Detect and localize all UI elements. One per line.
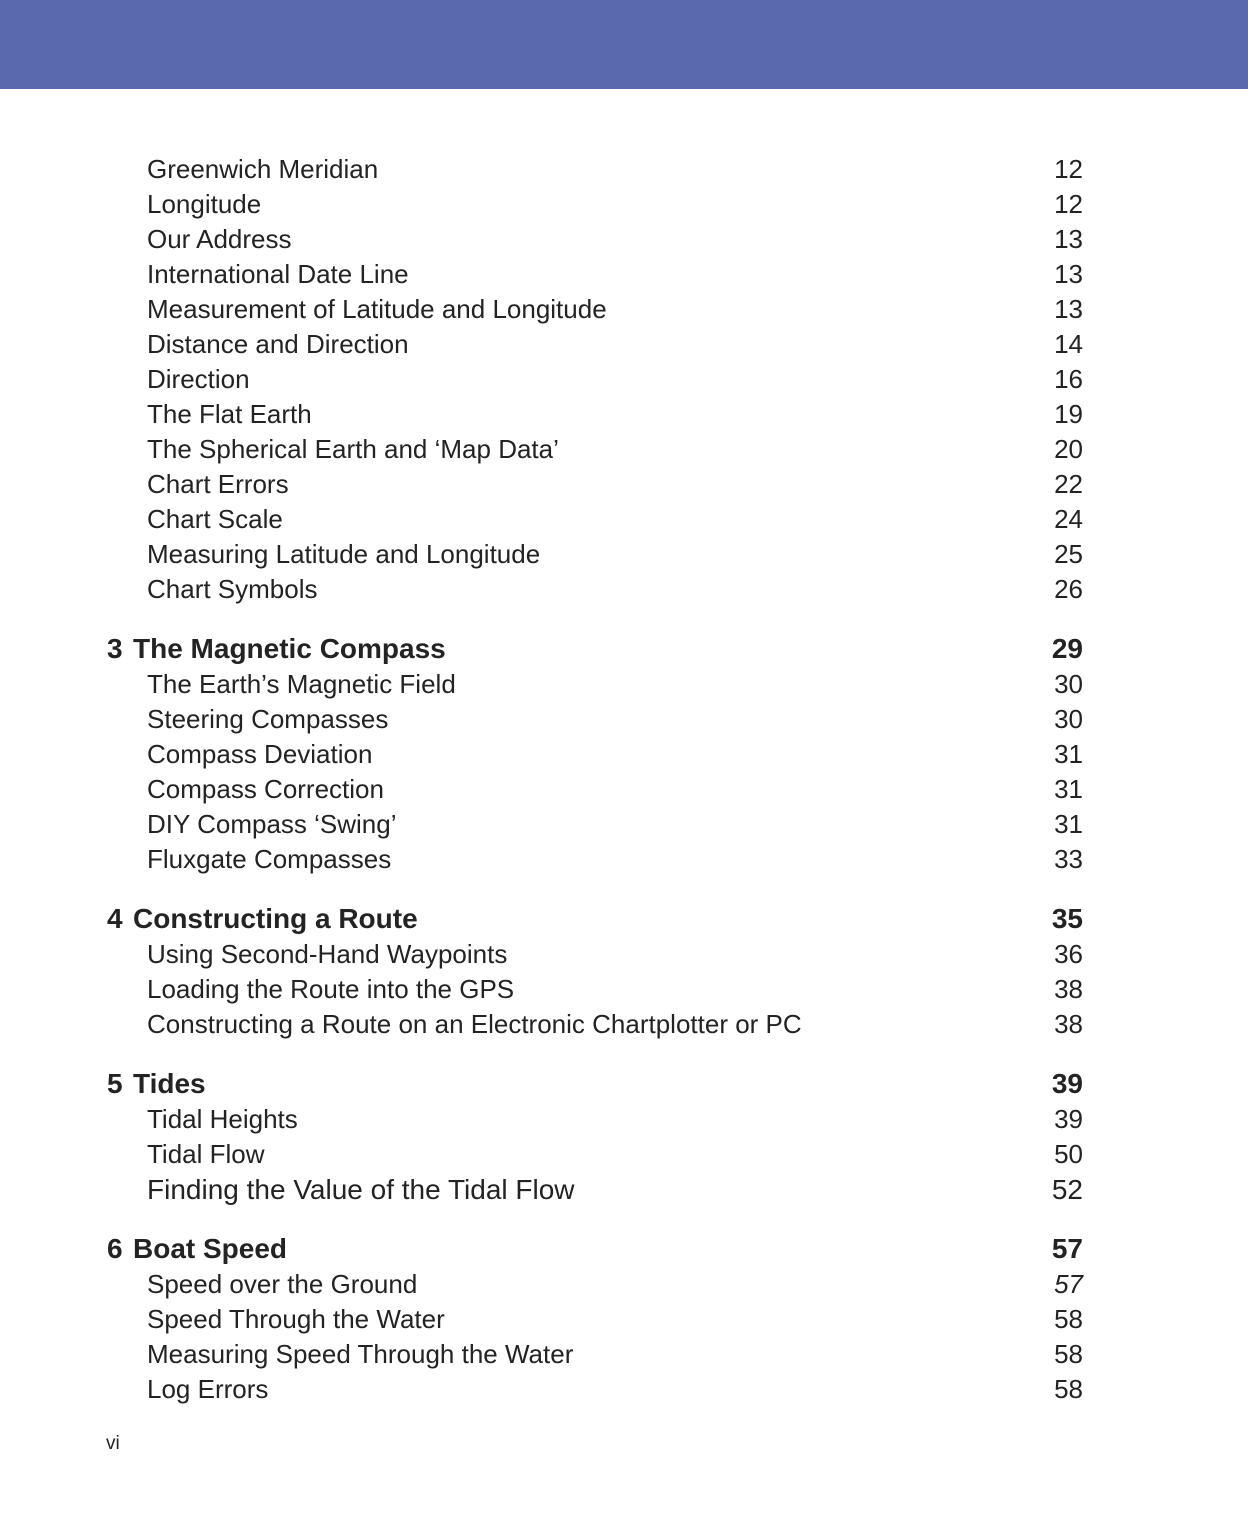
entry-label: Steering Compasses bbox=[147, 704, 389, 734]
entry-label: Our Address bbox=[147, 224, 292, 254]
entry-page-number: 36 bbox=[1054, 939, 1083, 969]
entry-page-number: 31 bbox=[1054, 809, 1083, 839]
toc-entry bbox=[107, 972, 1083, 1007]
toc-entry bbox=[107, 502, 1083, 537]
header-band bbox=[0, 0, 1248, 89]
toc-entry bbox=[107, 737, 1083, 772]
toc-entry bbox=[107, 1007, 1083, 1042]
toc-entry bbox=[107, 937, 1083, 972]
entry-page-number: 38 bbox=[1054, 974, 1083, 1004]
toc-entry bbox=[107, 432, 1083, 467]
entry-label: Speed Through the Water bbox=[147, 1304, 445, 1334]
toc-entry bbox=[107, 362, 1083, 397]
entry-page-number: 12 bbox=[1054, 154, 1083, 184]
entry-page-number: 12 bbox=[1054, 189, 1083, 219]
chapter-page-number: 39 bbox=[1051, 1068, 1083, 1099]
entry-page-number: 58 bbox=[1054, 1374, 1083, 1404]
toc-entry bbox=[107, 187, 1083, 222]
entry-label: The Earth’s Magnetic Field bbox=[147, 669, 456, 699]
chapter-title: The Magnetic Compass bbox=[133, 633, 446, 664]
entry-page-number: 31 bbox=[1054, 774, 1083, 804]
entry-page-number: 24 bbox=[1054, 504, 1083, 534]
entry-page-number: 50 bbox=[1054, 1139, 1083, 1169]
toc-entry bbox=[107, 1302, 1083, 1337]
entry-label: Using Second-Hand Waypoints bbox=[147, 939, 508, 969]
entry-page-number: 22 bbox=[1054, 469, 1083, 499]
entry-label: Loading the Route into the GPS bbox=[147, 974, 515, 1004]
page-folio: vi bbox=[106, 1433, 120, 1454]
entry-label: Direction bbox=[147, 364, 250, 394]
entry-page-number: 58 bbox=[1054, 1339, 1083, 1369]
chapter-number: 5 bbox=[107, 1068, 123, 1099]
toc-entry bbox=[107, 257, 1083, 292]
toc-entry bbox=[107, 772, 1083, 807]
toc-entry bbox=[107, 1267, 1083, 1302]
toc-entry bbox=[107, 702, 1083, 737]
entry-page-number: 57 bbox=[1054, 1269, 1083, 1299]
toc-entry bbox=[107, 1372, 1083, 1407]
toc-entry bbox=[107, 572, 1083, 607]
entry-page-number: 13 bbox=[1054, 259, 1083, 289]
entry-label: Longitude bbox=[147, 189, 262, 219]
chapter-page-number: 57 bbox=[1051, 1233, 1083, 1264]
entry-label: Compass Deviation bbox=[147, 739, 373, 769]
toc-entry bbox=[107, 1137, 1083, 1172]
entry-page-number: 13 bbox=[1054, 224, 1083, 254]
chapter-group bbox=[107, 1231, 1083, 1407]
chapter-group bbox=[107, 901, 1083, 1042]
entry-page-number: 19 bbox=[1054, 399, 1083, 429]
chapter-number: 3 bbox=[107, 633, 123, 664]
chapter-number: 4 bbox=[107, 903, 123, 934]
entry-label: Tidal Heights bbox=[147, 1104, 298, 1134]
entry-label: Measuring Speed Through the Water bbox=[147, 1339, 574, 1369]
entry-label: The Flat Earth bbox=[147, 399, 312, 429]
entry-page-number: 52 bbox=[1051, 1173, 1083, 1205]
chapter-heading bbox=[107, 1066, 1083, 1102]
entry-page-number: 31 bbox=[1054, 739, 1083, 769]
toc-entry bbox=[107, 327, 1083, 362]
chapter-heading bbox=[107, 1231, 1083, 1267]
entry-label: Fluxgate Compasses bbox=[147, 844, 392, 874]
toc-entry bbox=[107, 1102, 1083, 1137]
entry-label: Measuring Latitude and Longitude bbox=[147, 539, 541, 569]
entry-page-number: 20 bbox=[1054, 434, 1083, 464]
toc-entry bbox=[107, 807, 1083, 842]
toc-entry bbox=[107, 1172, 1083, 1207]
entry-label: Constructing a Route on an Electronic Chartplotter or PC bbox=[147, 1009, 802, 1039]
entry-page-number: 30 bbox=[1054, 704, 1083, 734]
entry-page-number: 16 bbox=[1054, 364, 1083, 394]
chapter-page-number: 35 bbox=[1051, 903, 1083, 934]
chapter-heading bbox=[107, 901, 1083, 937]
entry-page-number: 58 bbox=[1054, 1304, 1083, 1334]
entry-page-number: 14 bbox=[1054, 329, 1083, 359]
entry-page-number: 25 bbox=[1054, 539, 1083, 569]
toc-entry bbox=[107, 667, 1083, 702]
toc-entry bbox=[107, 292, 1083, 327]
entry-page-number: 33 bbox=[1054, 844, 1083, 874]
entry-label: The Spherical Earth and ‘Map Data’ bbox=[147, 434, 559, 464]
entry-page-number: 26 bbox=[1054, 574, 1083, 604]
entry-label: Compass Correction bbox=[147, 774, 384, 804]
entry-label: Measurement of Latitude and Longitude bbox=[147, 294, 607, 324]
entry-label: Tidal Flow bbox=[147, 1139, 265, 1169]
toc-entry bbox=[107, 152, 1083, 187]
chapter-title: Tides bbox=[133, 1068, 206, 1099]
entry-label: Distance and Direction bbox=[147, 329, 409, 359]
entry-label: Chart Scale bbox=[147, 504, 283, 534]
toc-entry bbox=[107, 222, 1083, 257]
chapter-page-number: 29 bbox=[1051, 633, 1083, 664]
entry-label: Speed over the Ground bbox=[147, 1269, 418, 1299]
chapter-heading bbox=[107, 631, 1083, 667]
entry-page-number: 39 bbox=[1054, 1104, 1083, 1134]
chapter-title: Boat Speed bbox=[133, 1233, 288, 1264]
chapter-group bbox=[107, 1066, 1083, 1207]
toc-entry bbox=[107, 1337, 1083, 1372]
toc-group bbox=[107, 152, 1083, 607]
entry-page-number: 13 bbox=[1054, 294, 1083, 324]
table-of-contents bbox=[107, 89, 1083, 1407]
entry-label: Finding the Value of the Tidal Flow bbox=[147, 1173, 575, 1205]
entry-label: Greenwich Meridian bbox=[147, 154, 379, 184]
entry-page-number: 38 bbox=[1054, 1009, 1083, 1039]
toc-entry bbox=[107, 467, 1083, 502]
entry-label: Chart Symbols bbox=[147, 574, 318, 604]
toc-entry bbox=[107, 397, 1083, 432]
entry-label: International Date Line bbox=[147, 259, 409, 289]
entry-label: Chart Errors bbox=[147, 469, 289, 499]
entry-page-number: 30 bbox=[1054, 669, 1083, 699]
chapter-group bbox=[107, 631, 1083, 877]
chapter-number: 6 bbox=[107, 1233, 123, 1264]
toc-entry bbox=[107, 537, 1083, 572]
chapter-title: Constructing a Route bbox=[133, 903, 418, 934]
entry-label: Log Errors bbox=[147, 1374, 269, 1404]
toc-entry bbox=[107, 842, 1083, 877]
entry-label: DIY Compass ‘Swing’ bbox=[147, 809, 397, 839]
